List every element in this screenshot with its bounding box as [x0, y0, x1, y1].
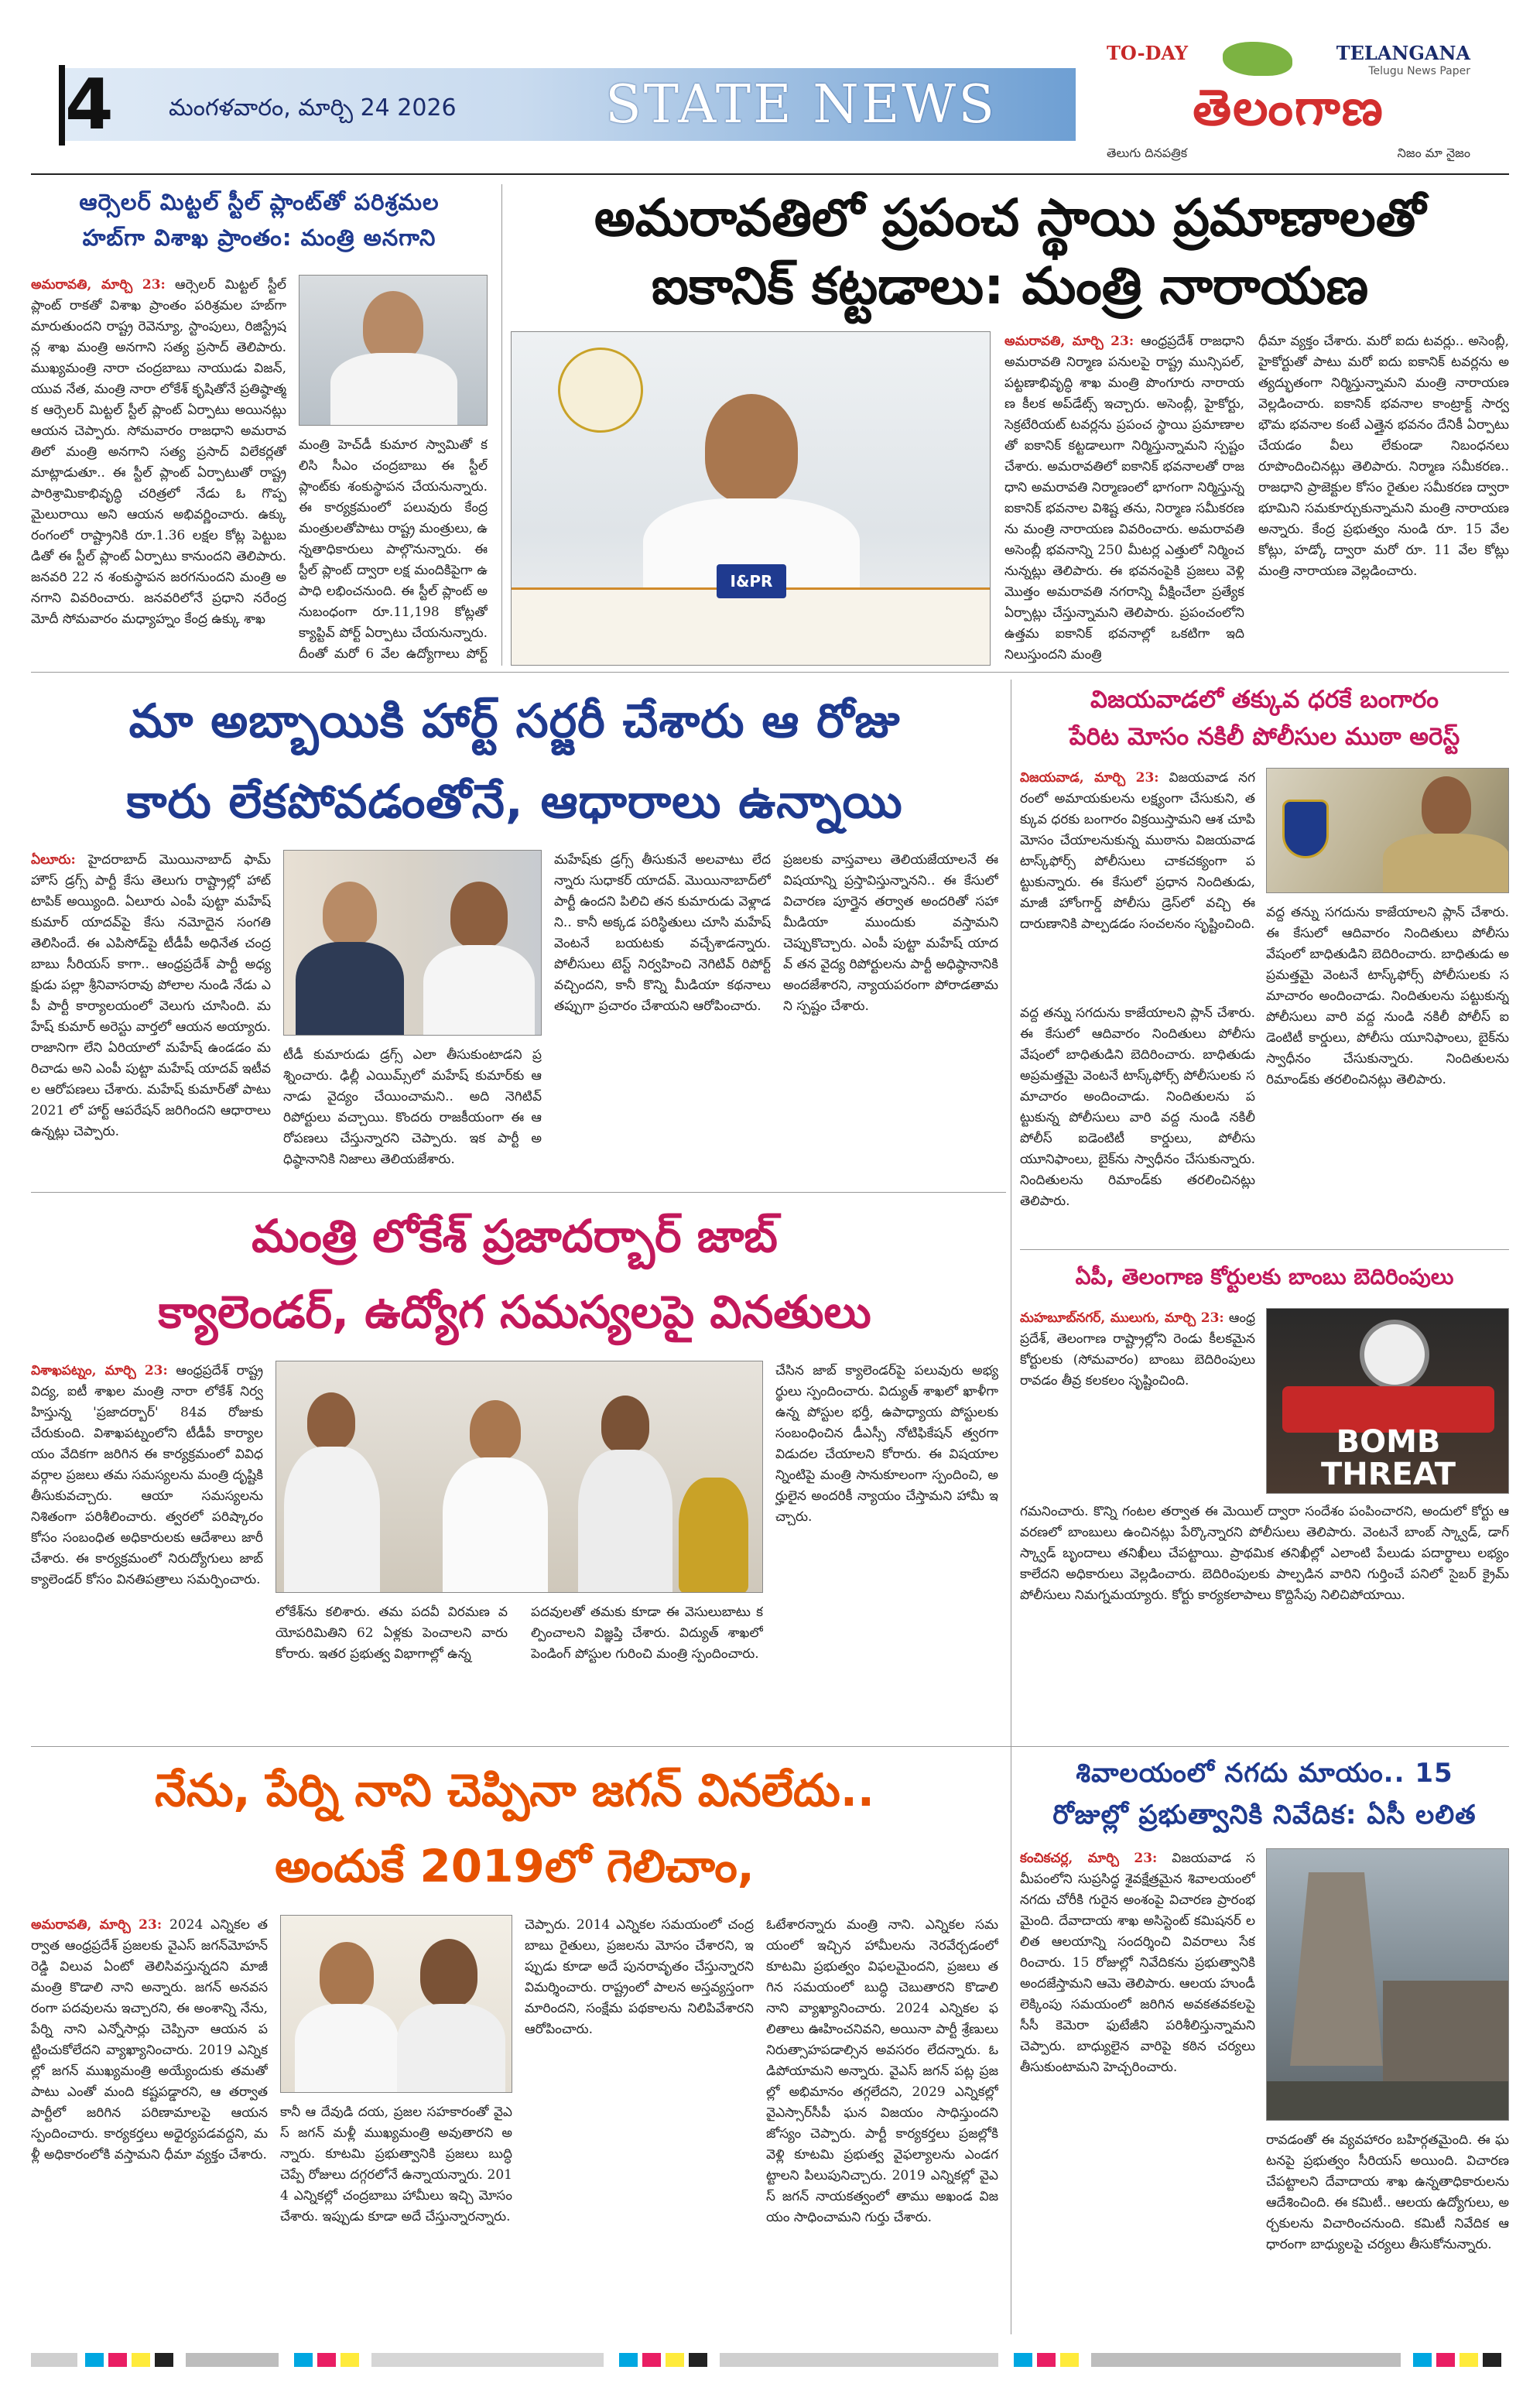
logo-name: తెలంగాణ: [1193, 80, 1384, 137]
lokesh-col1: [31, 1361, 263, 1740]
bomb-body-top: [1020, 1308, 1255, 1494]
lokesh-photo: [275, 1361, 763, 1593]
swatch: [720, 2353, 998, 2367]
logo-subtitle: Telugu News Paper: [1368, 65, 1470, 77]
gold-text-bottom: వద్ద తన్ను సగదును కాజేయాలని ప్లాన్ చేశారు. ఈ కేసులో ఆదివారం నిందితులు పోలీసు వేషంలో బాధితుడిని బెదిరించారు. బాధితుడు అప్రమత్తమై వెంటనే టాస్క్‌ఫోర్స్ పోలీసులకు సమాచారం అందించాడు. నిందితులను పట్టుకున్న పోలీసులు వారి వద్ద నుండి నకిలీ పోలీస్ ఐడెంటిటీ కార్డులు, పోలీసు యూనిఫాంలు, బైక్‌ను స్వాధీనం చేసుకున్నారు. నిందితులను రిమాండ్‌కు తరలించినట్లు తెలిపారు.: [1266, 905, 1509, 1087]
heart-col4: [783, 850, 998, 1187]
shivalayam-text-top: విజయవాడ సమీపంలోని సుప్రసిద్ధ శైవక్షేత్రమైన శివాలయంలో నగదు చోరీకి గురైన అంశంపై విచారణ ప్రారంభమైంది. దేవాదాయ శాఖ అసిస్టెంట్ కమిషనర్ లలిత ఆలయాన్ని సందర్శించి వివరాలు సేకరించారు. 15 రోజుల్లో నివేదికను ప్రభుత్వానికి అందజేస్తామని ఆమె తెలిపారు. ఆలయ హుండీ లెక్కింపు సమయంలో జరిగిన అవకతవకలపై సీసీ కెమెరా ఫుటేజీని పరిశీలిస్తున్నామని చెప్పారు. బాధ్యులైన వారిపై కఠిన చర్యలు తీసుకుంటామని హెచ్చరించారు.: [1020, 1851, 1255, 2075]
bomb-photo: [1266, 1308, 1509, 1494]
father-shirt: [423, 945, 535, 1036]
page-date: మంగళవారం, మార్చి 24 2026: [169, 94, 457, 122]
swatch: [341, 2353, 359, 2367]
lokesh-headline: [31, 1198, 998, 1353]
police-uniform: [1383, 834, 1509, 893]
logo-tagline-right: నిజం మా నైజం: [1397, 146, 1470, 160]
swatch: [317, 2353, 336, 2367]
amaravati-body-left: [1004, 331, 1244, 666]
swatch: [371, 2353, 604, 2367]
amaravati-headline: [511, 184, 1509, 324]
heart-headline: [31, 681, 998, 844]
amaravati-text-right: ధీమా వ్యక్తం చేశారు. మరో ఐదు టవర్లు.. అసెంబ్లీ, హైకోర్టుతో పాటు మరో ఐదు ఐకానిక్ టవర్లను అత్యద్భుతంగా నిర్మిస్తున్నామని మంత్రి నారాయణ వెల్లడించారు. ఐకానిక్ భవనాల కాంట్రాక్ట్ సార్వభౌమ భవనాల కంటే ఎత్తైన భవనం దేనికీ ఏర్పాటు చేయడం వీలు లేకుండా నిబంధనలు రూపొందించినట్లు తెలిపారు. నిర్మాణ సమీకరణ.. రాజధాని ప్రాజెక్టుల కోసం రైతుల సమీకరణ ద్వారా భూమిని సమకూర్చుకున్నామని మంత్రి నారాయణ అన్నారు. కేంద్ర ప్రభుత్వం నుండి రూ. 15 వేల కోట్లు, హడ్కో ద్వారా మరో రూ. 11 వేల కోట్లు మంత్రి నారాయణ వెల్లడించారు.: [1258, 334, 1509, 579]
amaravati-headline-line2: ఐకానిక్ కట్టడాలు: మంత్రి నారాయణ: [651, 256, 1369, 316]
bomb-text-bottom: గమనించారు. కొన్ని గంటల తర్వాత ఈ మెయిల్ ద్వారా సందేశం పంపించారని, అందులో కోర్టు ఆవరణలో బాంబులు ఉంచినట్లు పేర్కొన్నారని పోలీసులు తెలిపారు. వెంటనే బాంబ్ స్క్వాడ్, డాగ్ స్క్వాడ్ బృందాలు తనిఖీలు చేపట్టాయి. ప్రాథమిక తనిఖీల్లో ఎలాంటి పేలుడు పదార్థాలు లభ్యం కాలేదని అధికారులు వెల్లడించారు. బెదిరింపులకు పాల్పడిన వారిని గుర్తించే పనిలో సైబర్ క్రైమ్ పోలీసులు నిమగ్నమయ్యారు. కోర్టు కార్యకలాపాలు కొద్దిసేపు నిలిచిపోయాయి.: [1020, 1504, 1509, 1603]
amaravati-photo: [511, 331, 991, 666]
jagan-face: [320, 1942, 374, 2007]
ipr-mic-label: I&PR: [717, 564, 786, 598]
swatch: [1436, 2353, 1455, 2367]
jagan-photo: [280, 1915, 512, 2093]
swatch: [689, 2353, 707, 2367]
swatch: [619, 2353, 638, 2367]
column-divider: [501, 184, 502, 666]
lokesh-headline-line1: మంత్రి లోకేశ్ ప్రజాదర్బార్ జాబ్: [252, 1210, 778, 1262]
arcelor-body-right: [299, 435, 488, 666]
swatch: [155, 2353, 173, 2367]
lokesh-face: [470, 1400, 521, 1461]
temple-gopuram: [1290, 1872, 1383, 2066]
swatch: [1483, 2353, 1501, 2367]
masthead: [0, 0, 1540, 174]
bomb-body-bottom: [1020, 1502, 1509, 1740]
arcelor-text-left: ఆర్సెలర్ మిట్టల్ స్టీల్ ప్లాంట్ రాకతో విశాఖ ప్రాంతం పరిశ్రమల హబ్‌గా మారుతుందని రాష్ట్ర రెవెన్యూ, స్టాంపులు, రిజిస్ట్రేషన్ల శాఖ మంత్రి అనగాని సత్య ప్రసాద్ తెలిపారు. ముఖ్యమంత్రి నారా చంద్రబాబు నాయుడు విజన్, యువ నేత, మంత్రి నారా లోకేశ్ కృషితోనే ప్రతిష్ఠాత్మక ఆర్సెలర్ మిట్టల్ స్టీల్ ప్లాంట్ ఏర్పాటు అయినట్లు ఆయన చెప్పారు. సోమవారం రాజధాని అమరావతిలో మంత్రి అనగాని సత్య ప్రసాద్ విలేకర్లతో మాట్లాడుతూ.. ఈ స్టీల్ ప్లాంట్ ఏర్పాటుతో రాష్ట్ర పారిశ్రామికాభివృద్ధి చరిత్రలో నేడు ఓ గొప్ప మైలురాయి అని ఆయన అభివర్ణించారు. ఉక్కు రంగంలో రాష్ట్రానికి రూ.1.36 లక్షల కోట్ల పెట్టుబడితో ఈ స్టీల్ ప్లాంట్ ఏర్పాటు కానుందని తెలిపారు. జనవరి 22 న శంకుస్థాపన జరగనుందని మంత్రి అనగాని వివరించారు. జనవరిలోనే ప్రధాని నరేంద్ర మోదీ సోమవారం మధ్యాహ్నం కేంద్ర ఉక్కు శాఖ: [31, 277, 286, 627]
shivalayam-headline-line1: శివాలయంలో నగదు మాయం.. 15: [1076, 1758, 1453, 1789]
bomb-text-top: ఆంధ్రప్రదేశ్, తెలంగాణ రాష్ట్రాల్లోని రెండు కీలకమైన కోర్టులకు (సోమవారం) బాంబు బెదిరింపులు రావడం తీవ్ర కలకలం సృష్టించింది.: [1020, 1310, 1255, 1389]
lokesh-dateline: విశాఖపట్నం, మార్చి 23:: [31, 1363, 168, 1378]
heart-headline-line1: మా అబ్బాయికి హార్ట్ సర్జరీ చేశారు ఆ రోజు: [128, 694, 901, 748]
swatch: [1014, 2353, 1032, 2367]
heart-dateline: ఏలూరు:: [31, 852, 76, 868]
gold-headline-line1: విజయవాడలో తక్కువ ధరకే బంగారం: [1090, 686, 1439, 714]
gold-police-photo: [1266, 768, 1509, 893]
lokesh-text-col3-bottom: పదవులతో తమకు కూడా ఈ వెసులుబాటు కల్పించాలని విజ్ఞప్తి చేశారు. విద్యుత్ శాఖలో పెండింగ్ పోస్టుల గురించి మంత్రి స్పందించారు.: [531, 1604, 763, 1662]
jagan-headline-line1: నేను, పేర్ని నాని చెప్పినా జగన్ వినలేదు..: [155, 1764, 874, 1817]
lokesh-headline-line2: క్యాలెండర్, ఉద్యోగ సమస్యలపై వినతులు: [158, 1286, 871, 1338]
arcelor-photo: [299, 275, 488, 426]
policeman-face: [1422, 776, 1471, 835]
heart-col1: [31, 850, 271, 1187]
jagan-text-col2: చెప్పారు. 2014 ఎన్నికల సమయంలో చంద్రబాబు రైతులు, ప్రజలను మోసం చేశారని, ఇప్పుడు కూడా అదే పునరావృతం చేస్తున్నారని విమర్శించారు. రాష్ట్రంలో పాలన అస్తవ్యస్తంగా మారిందని, సంక్షేమ పథకాలను నిలిపివేశారని ఆరోపించారు.: [525, 1917, 754, 2037]
official-shirt: [578, 1450, 672, 1593]
section-divider: [31, 1746, 1509, 1747]
amaravati-dateline: అమరావతి, మార్చి 23:: [1004, 334, 1134, 349]
newspaper-logo: [1107, 42, 1470, 166]
swatch: [1091, 2353, 1401, 2367]
gold-text-top: విజయవాడ నగరంలో అమాయకులను లక్ష్యంగా చేసుకుని, తక్కువ ధరకు బంగారం విక్రయిస్తామని ఆశ చూపి మోసం చేయాలనుకున్న ముఠాను విజయవాడ టాస్క్‌ఫోర్స్ పోలీసులు చాకచక్యంగా పట్టుకున్నారు. ఈ కేసులో ప్రధాన నిందితుడు, మాజీ హోంగార్డ్ పోలీసు డ్రెస్‌లో వచ్చి ఈ దారుణానికి పాల్పడడం సంచలనం సృష్టించింది.: [1020, 770, 1255, 932]
minister-face: [363, 291, 423, 361]
logo-today: TO-DAY: [1107, 42, 1188, 64]
heart-col2: [283, 1045, 542, 1187]
gold-body-bottom: [1266, 902, 1509, 1243]
jagan-text-col4: ఓటేశారన్నారు మంత్రి నాని. ఎన్నికల సమయంలో ఇచ్చిన హామీలను నెరవేర్చడంలో కూటమి ప్రభుత్వం విఫలమైందని, ప్రజలు తగిన సమయంలో బుద్ధి చెబుతారని కొడాలి నాని వ్యాఖ్యానించారు. 2024 ఎన్నికల ఫలితాలు ఊహించనివని, అయినా పార్టీ శ్రేణులు నిరుత్సాహపడాల్సిన అవసరం లేదన్నారు.: [766, 1917, 998, 2058]
amaravati-body-right: [1258, 331, 1509, 666]
shivalayam-dateline: కంచికచర్ల, మార్చి 23:: [1020, 1851, 1158, 1866]
jagan-text-col3: ఓడిపోయామని అన్నారు. వైఎస్ జగన్ పట్ల ప్రజల్లో అభిమానం తగ్గలేదని, 2029 ఎన్నికల్లో వైఎస్సార్‌సీపీ ఘన విజయం సాధిస్తుందని జోస్యం చెప్పారు. పార్టీ కార్యకర్తలు ప్రజల్లోకి వెళ్లి కూటమి ప్రభుత్వ వైఫల్యాలను ఎండగట్టాలని పిలుపునిచ్చారు. 2019 ఎన్నికల్లో వైఎస్ జగన్ నాయకత్వంలో తాము అఖండ విజయం సాధించామని గుర్తు చేశారు.: [766, 2043, 998, 2225]
swatch: [132, 2353, 150, 2367]
jagan-col2-bottom: [280, 2102, 512, 2333]
jagan-dateline: అమరావతి, మార్చి 23:: [31, 1917, 163, 1933]
podium-banner: [512, 587, 991, 666]
bomb-dateline: మహబూబ్‌నగర్, ములుగు, మార్చి 23:: [1020, 1310, 1224, 1326]
jagan-headline: [31, 1752, 998, 1907]
print-color-bar: [31, 2353, 1509, 2367]
kodali-nani-shirt: [397, 2004, 505, 2093]
shivalayam-headline: [1020, 1752, 1509, 1839]
arcelor-headline-line2: హబ్‌గా విశాఖ ప్రాంతం: మంత్రి అనగాని: [82, 224, 436, 251]
swatch: [294, 2353, 313, 2367]
section-title: STATE NEWS: [605, 74, 997, 135]
logo-telangana: TELANGANA: [1336, 42, 1470, 64]
shivalayam-text-bottom: రావడంతో ఈ వ్యవహారం బహిర్గతమైంది. ఈ ఘటనపై ప్రభుత్వం సీరియస్ అయింది. విచారణ చేపట్టాలని దేవాదాయ శాఖ ఉన్నతాధికారులను ఆదేశించింది. ఈ కమిటీ.. ఆలయ ఉద్యోగులు, అర్చకులను విచారించనుంది. కమిటీ నివేదిక ఆధారంగా బాధ్యులపై చర్యలు తీసుకోనున్నారు.: [1266, 2132, 1509, 2252]
arcelor-headline: [31, 184, 488, 262]
logo-tagline-left: తెలుగు దినపత్రిక: [1107, 146, 1188, 160]
gold-body-continue: [1020, 1003, 1255, 1243]
podium-seal-icon: [558, 348, 643, 433]
swatch: [642, 2353, 661, 2367]
lokesh-text-col1: ఆంధ్రప్రదేశ్ రాష్ట్ర విద్య, ఐటీ శాఖల మంత్రి నారా లోకేశ్ నిర్వహిస్తున్న 'ప్రజాదర్బార్' 84వ రోజుకు చేరుకుంది. విశాఖపట్నంలోని టీడీపీ కార్యాలయం వేదికగా జరిగిన ఈ కార్యక్రమంలో వివిధ వర్గాల ప్రజలు తమ సమస్యలను మంత్రి దృష్టికి తీసుకువచ్చారు. ఆయా సమస్యలను నిశితంగా పరిశీలించారు. త్వరలో పరిష్కారం కోసం సంబంధిత అధికారులకు ఆదేశాలు జారీ చేశారు. ఈ కార్యక్రమంలో నిరుద్యోగులు జాబ్ క్యాలెండర్ కోసం వినతిపత్రాలు సమర్పించారు.: [31, 1363, 263, 1587]
attendee-shirt: [284, 1447, 380, 1593]
arcelor-text-right: మంత్రి హెచ్‌డీ కుమార స్వామితో కలిసి సీఎం చంద్రబాబు ఈ స్టీల్ ప్లాంట్‌కు శంకుస్థాపన చేయనున్నారు. ఈ కార్యక్రమంలో పలువురు కేంద్ర మంత్రులతోపాటు రాష్ట్ర మంత్రులు, ఉన్నతాధికారులు పాల్గొనున్నారు. ఈ స్టీల్ ప్లాంట్ ద్వారా లక్ష మందికిపైగా ఉపాధి లభించనుంది. ఈ స్టీల్ ప్లాంట్ అనుబంధంగా రూ.11,198 కోట్లతో క్యాప్టివ్ పోర్ట్ ఏర్పాటు చేయనున్నారు. దీంతో మరో 6 వేల ఉద్యోగాలు పోర్ట్: [299, 437, 488, 662]
swatch: [1460, 2353, 1478, 2367]
attendee-face: [307, 1392, 355, 1450]
son-shirt: [296, 942, 404, 1036]
shivalayam-headline-line2: రోజుల్లో ప్రభుత్వానికి నివేదిక: ఏసీ లలిత: [1052, 1800, 1477, 1830]
swatch: [108, 2353, 127, 2367]
minister-narayana-face: [705, 394, 798, 502]
section-divider: [31, 672, 1509, 673]
gold-text-continue: వద్ద తన్ను సగదును కాజేయాలని ప్లాన్ చేశారు. ఈ కేసులో ఆదివారం నిందితులు పోలీసు వేషంలో బాధితుడిని బెదిరించారు. బాధితుడు అప్రమత్తమై వెంటనే టాస్క్‌ఫోర్స్ పోలీసులకు సమాచారం అందించాడు. నిందితులను పట్టుకున్న పోలీసులు వారి వద్ద నుండి నకిలీ పోలీస్ ఐడెంటిటీ కార్డులు, పోలీసు యూనిఫాంలు, బైక్‌ను స్వాధీనం చేసుకున్నారు. నిందితులను రిమాండ్‌కు తరలించినట్లు తెలిపారు.: [1020, 1005, 1255, 1209]
jagan-col1: [31, 1915, 268, 2333]
amaravati-text-left: ఆంధ్రప్రదేశ్ రాజధాని అమరావతి నిర్మాణ పనులపై రాష్ట్ర మున్సిపల్, పట్టణాభివృద్ధి శాఖ మంత్రి పొంగూరు నారాయణ కీలక అప్‌డేట్స్ ఇచ్చారు. అసెంబ్లీ, హైకోర్టు, సెక్రటేరియట్ టవర్లను ప్రపంచ స్థాయి ప్రమాణాలతో ఐకానిక్ కట్టడాలుగా నిర్మిస్తున్నామని స్పష్టం చేశారు. అమరావతిలో ఐకానిక్ భవనాలతో రాజధాని అమరావతి నిర్మాణంలో భాగంగా నిర్మిస్తున్న ఐకానిక్ భవనాల విశిష్ట తను, నిర్మాణ సమీకరణను మంత్రి నారాయణ వివరించారు. అమరావతి అసెంబ్లీ భవనాన్ని 250 మీటర్ల ఎత్తులో నిర్మించనున్నట్లు తెలిపారు. ఈ భవనంపైకి ప్రజలు వెళ్లి మొత్తం అమరావతి నగరాన్ని వీక్షించేలా ప్రత్యేక ఏర్పాట్లు చేస్తున్నామని తెలిపారు. ప్రపంచంలోని ఉత్తమ ఐకానిక్ భవనాల్లో ఒకటిగా ఇది నిలుస్తుందని మంత్రి: [1004, 334, 1244, 663]
swatch: [1060, 2353, 1079, 2367]
lokesh-col3: [775, 1361, 998, 1740]
temple-photo: [1266, 1848, 1509, 2121]
swatch: [1037, 2353, 1056, 2367]
arcelor-body-left: [31, 275, 286, 666]
amaravati-headline-line1: అమరావతిలో ప్రపంచ స్థాయి ప్రమాణాలతో: [594, 188, 1426, 248]
heart-text-col4: ప్రజలకు వాస్తవాలు తెలియజేయాలనే ఈ విషయాన్ని ప్రస్తావిస్తున్నానని.. ఈ కేసులో విచారణ పూర్తైన తర్వాత అందరితో సహా మీడియా ముందుకు వస్తామని చెప్పుకొచ్చారు. ఎంపీ పుట్టా మహేష్ యాదవ్ తన వైద్య రిపోర్టులను పార్టీ అధిష్ఠానానికి అందజేశారని, న్యాయపరంగా పోరాడతామని స్పష్టం చేశారు.: [783, 852, 998, 1014]
bomb-label-2: THREAT: [1320, 1457, 1456, 1492]
bomb-headline: ఏపీ, తెలంగాణ కోర్టులకు బాంబు బెదిరింపులు: [1075, 1264, 1454, 1289]
gold-headline-line2: పేరిట మోసం నకిలీ పోలీసుల ముఠా అరెస్ట్: [1069, 723, 1460, 751]
jagan-headline-line2: అందుకే 2019లో గెలిచాం,: [275, 1840, 755, 1892]
shivalayam-body-bottom: [1266, 2130, 1509, 2333]
heart-text-col2: టీడీ కుమారుడు డ్రగ్స్ ఎలా తీసుకుంటాడని ప్రశ్నించారు. ఢిల్లీ ఎయిమ్స్‌లో మహేష్ కుమార్‌కు ఆనాడు వైద్యం చేయించామని.. అది నెగిటివ్ రిపోర్టులు వచ్చాయి. కొందరు రాజకీయంగా ఈ ఆరోపణలు చేస్తున్నారని చెప్పారు. ఇక పార్టీ అధిష్ఠానానికి నిజాలు తెలియజేశారు.: [283, 1047, 542, 1167]
police-badge-icon: [1282, 800, 1329, 858]
temple-ground: [1267, 2081, 1509, 2121]
statue-bust: [679, 1478, 748, 1593]
shivalayam-body-top: [1020, 1848, 1255, 2333]
father-face: [450, 882, 508, 948]
arcelor-dateline: అమరావతి, మార్చి 23:: [31, 277, 166, 293]
minister-shirt: [330, 353, 457, 426]
gold-headline: [1020, 681, 1509, 759]
heart-col3: [554, 850, 771, 1187]
lokesh-text-col3: చేసిన జాబ్ క్యాలెండర్‌పై పలువురు అభ్యర్థులు స్పందించారు. విద్యుత్ శాఖలో ఖాళీగా ఉన్న పోస్టుల భర్తీ, ఉపాధ్యాయ పోస్టులకు సంబంధించిన డీఎస్సీ నోటిఫికేషన్ త్వరగా విడుదల చేయాలని కోరారు. ఈ విషయాలన్నింటిపై మంత్రి సానుకూలంగా స్పందించి, అర్హులైన అందరికీ న్యాయం చేస్తామని హామీ ఇచ్చారు.: [775, 1363, 998, 1525]
jagan-text-col1: 2024 ఎన్నికల తర్వాత ఆంధ్రప్రదేశ్ ప్రజలకు వైఎస్ జగన్‌మోహన్ రెడ్డి విలువ ఏంటో తెలిసివస్తున్నదని మాజీ మంత్రి కొడాలి నాని అన్నారు. జగన్ అనవసరంగా పదవులను ఇచ్చారని, ఈ అంశాన్ని నేను, పేర్ని నాని ఎన్నోసార్లు చెప్పినా ఆయన పట్టించుకోలేదని వ్యాఖ్యానించారు. 2019 ఎన్నికల్లో జగన్ ముఖ్యమంత్రి అయ్యేందుకు తమతో పాటు ఎంతో మంది కష్టపడ్డారని, ఆ తర్వాత పార్టీలో జరిగిన పరిణామాలపై ఆయన స్పందించారు. కార్యకర్తలు అధైర్యపడవద్దని, మళ్లీ అధికారంలోకి వస్తామని ధీమా వ్యక్తం చేశారు.: [31, 1917, 268, 2163]
official-face: [601, 1396, 649, 1453]
gold-body-top: [1020, 768, 1255, 998]
gold-dateline: విజయవాడ, మార్చి 23:: [1020, 770, 1159, 786]
jagan-text-col2-bottom: కానీ ఆ దేవుడి దయ, ప్రజల సహకారంతో వైఎస్ జగన్ మళ్లీ ముఖ్యమంత్రి అవుతారని అన్నారు. కూటమి ప్రభుత్వానికి ప్రజలు బుద్ధి చెప్పే రోజులు దగ్గరలోనే ఉన్నాయన్నారు. 2014 ఎన్నికల్లో చంద్రబాబు హామీలు ఇచ్చి మోసం చేశారు. ఇప్పుడు కూడా అదే చేస్తున్నారన్నారు.: [280, 2104, 512, 2224]
bomb-label-1: BOMB: [1336, 1424, 1441, 1460]
heart-text-col1: హైదరాబాద్ మొయినాబాద్ ఫామ్ హౌస్ డ్రగ్స్ పార్టీ కేసు తెలుగు రాష్ట్రాల్లో హాట్ టాపిక్ అయ్యింది. ఏలూరు ఎంపీ పుట్టా మహేష్ కుమార్ యాదవ్‌పై కేసు నమోదైన సంగతి తెలిసిందే. ఈ ఎపిసోడ్‌పై టీడీపీ అధినేత చంద్రబాబు సీరియస్ కాగా.. ఆంధ్రప్రదేశ్ పార్టీ అధ్యక్షుడు పల్లా శ్రీనివాసరావు పోలాల నుండి నేడు ఎపీ పార్టీ కార్యాలయంలో వెలుగు చూసింది. మహేష్ కుమార్ అరెస్టు వార్తలో ఆయన అయ్యారు. రాజానిగా లేని ఏరియాలో మహేష్ ఉండడం మరిచాడు అని ఎంపీ పుట్టా మహేష్ యాదవ్ ఇటీవల ఆరోపణలు చేశారు. మహేష్ కుమార్‌తో పాటు 2021 లో హార్ట్ ఆపరేషన్ జరిగిందని ఆధారాలు ఉన్నట్లు చెప్పారు.: [31, 852, 271, 1139]
lokesh-text-col2: లోకేశ్‌ను కలిశారు. తమ పదవీ విరమణ వయోపరిమితిని 62 ఏళ్లకు పెంచాలని వారు కోరారు. ఇతర ప్రభుత్వ విభాగాల్లో ఉన్న: [275, 1604, 508, 1662]
jagan-col2: [525, 1915, 754, 2333]
jagan-shirt: [295, 2004, 399, 2093]
son-face: [323, 882, 377, 945]
lokesh-shirt: [443, 1457, 548, 1593]
page-number: 4: [59, 65, 113, 146]
section-divider: [31, 1192, 1006, 1193]
jagan-col3: [766, 1915, 998, 2333]
swatch: [1413, 2353, 1432, 2367]
swatch: [186, 2353, 279, 2367]
clock-icon: [1360, 1320, 1429, 1389]
section-divider: [1020, 1249, 1509, 1250]
kodali-nani-face: [420, 1939, 477, 2007]
heart-headline-line2: కారు లేకపోవడంతోనే, ఆధారాలు ఉన్నాయి: [126, 775, 903, 829]
swatch: [666, 2353, 684, 2367]
lokesh-col3-bottom: [531, 1602, 763, 1740]
swatch: [31, 2353, 77, 2367]
arcelor-headline-line1: ఆర్సెలర్ మిట్టల్ స్టీల్ ప్లాంట్‌తో పరిశ్రమల: [79, 189, 440, 215]
heart-photo: [283, 850, 542, 1036]
masthead-divider: [31, 173, 1509, 175]
heart-text-col3: మహేష్‌కు డ్రగ్స్ తీసుకునే అలవాటు లేదన్నారు సుధాకర్ యాదవ్. మొయినాబాద్‌లో పార్టీ ఉందని పిలిచి తన కుమారుడు వెళ్లాడని.. కానీ అక్కడ పరిస్థితులు చూసి మహేష్ వెంటనే బయటకు వచ్చేశాడన్నారు. పోలీసులు టెస్ట్ నిర్వహించి నెగిటివ్ రిపోర్ట్ వచ్చిందని, కానీ కొన్ని మీడియా కథనాలు తప్పుగా ప్రచారం చేశాయని ఆరోపించారు.: [554, 852, 771, 1014]
telangana-map-icon: [1223, 42, 1292, 76]
swatch: [85, 2353, 104, 2367]
lokesh-col2-bottom: [275, 1602, 508, 1740]
